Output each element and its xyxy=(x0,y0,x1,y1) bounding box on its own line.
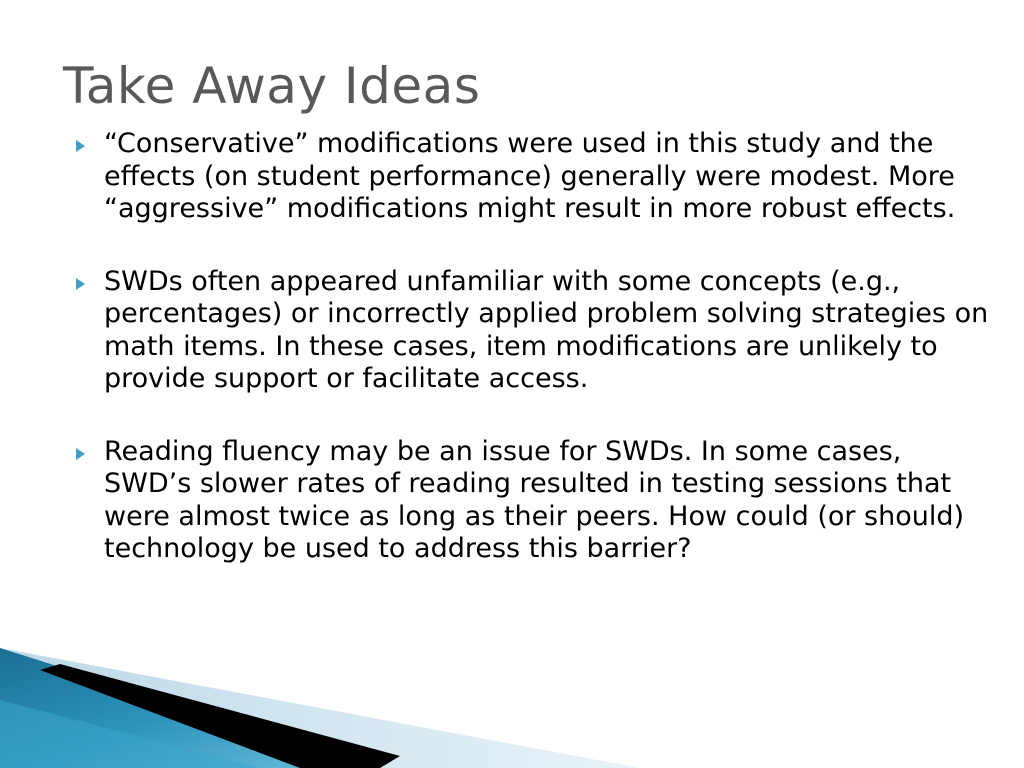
bullet-text: SWDs often appeared unfamiliar with some concepts (e.g., percentages) or incorrectly applied problem solving strategies on math items. In these cases, item modifications are unlikely to provide support or facilitate access. xyxy=(104,265,989,394)
bullet-text: “Conservative” modifications were used in this study and the effects (on student performance) generally were modest. More “aggressive” modifications might result in more robust effects. xyxy=(104,128,956,224)
bullet-arrow-icon xyxy=(76,140,85,152)
bullet-list xyxy=(76,128,996,606)
slide-title: Take Away Ideas xyxy=(63,57,481,115)
bullet-arrow-icon xyxy=(76,278,85,290)
bullet-item xyxy=(76,128,996,226)
bullet-arrow-icon xyxy=(76,448,85,460)
bullet-item xyxy=(76,266,996,396)
bullet-text: Reading fluency may be an issue for SWDs. In some cases, SWD’s slower rates of reading resulted in testing sessions that were almost twice as long as their peers. How could (or should) technology be used to address this barrier? xyxy=(104,435,965,564)
bullet-item xyxy=(76,436,996,566)
